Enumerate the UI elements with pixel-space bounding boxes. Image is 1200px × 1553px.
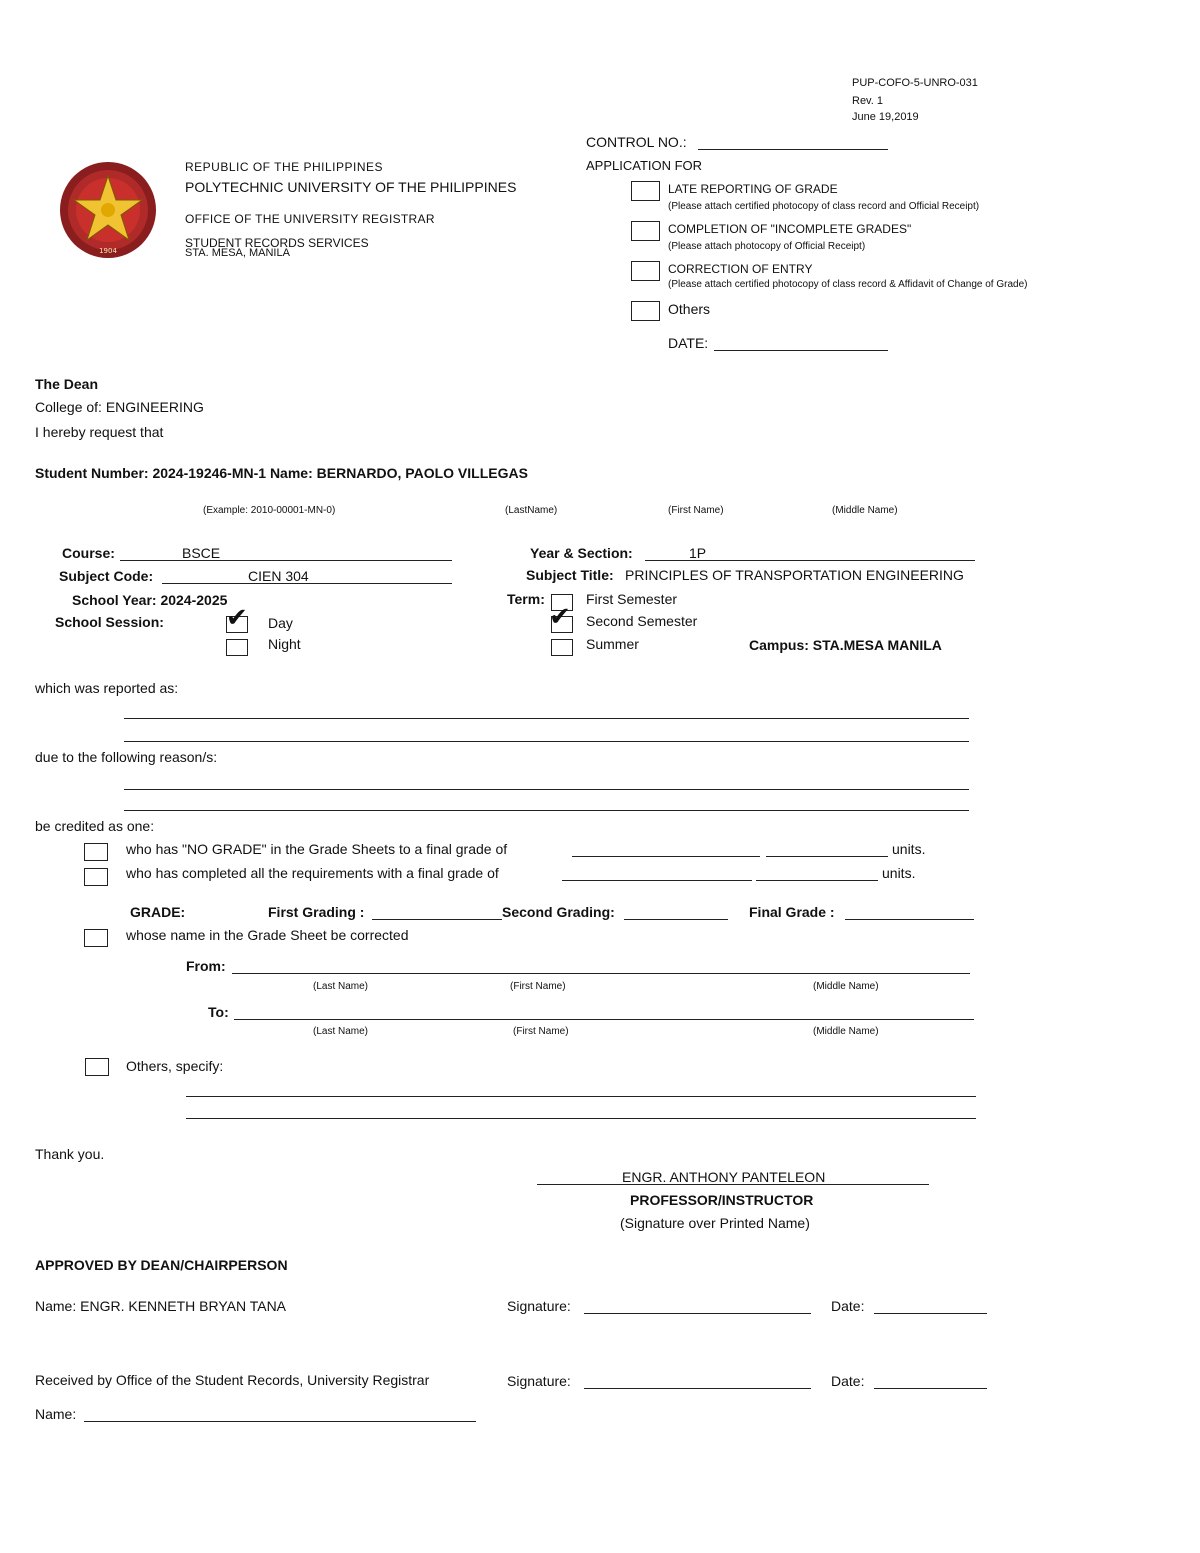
signature-note: (Signature over Printed Name) <box>620 1215 810 1231</box>
course-value: BSCE <box>182 545 221 561</box>
professor-name: ENGR. ANTHONY PANTELEON <box>622 1169 826 1185</box>
registrar-name-field[interactable] <box>84 1421 476 1422</box>
correction-entry-checkbox[interactable] <box>631 261 660 281</box>
student-number-example: (Example: 2010-00001-MN-0) <box>203 505 336 516</box>
professor-title: PROFESSOR/INSTRUCTOR <box>630 1192 814 1208</box>
completed-units-field[interactable] <box>756 880 878 881</box>
second-grading-field[interactable] <box>624 919 728 920</box>
form-revision: Rev. 1 <box>852 95 883 107</box>
completed-checkbox[interactable] <box>84 868 108 886</box>
subject-title-value: PRINCIPLES OF TRANSPORTATION ENGINEERING <box>625 567 964 583</box>
term-first-label: First Semester <box>586 591 678 607</box>
reported-as-line-1[interactable] <box>124 718 969 719</box>
reasons-line-2[interactable] <box>124 810 969 811</box>
completion-incomplete-checkbox[interactable] <box>631 221 660 241</box>
term-label: Term: <box>507 591 545 607</box>
from-last-name-caption: (Last Name) <box>313 981 369 992</box>
campus: Campus: STA.MESA MANILA <box>749 637 942 653</box>
reported-as-line-2[interactable] <box>124 741 969 742</box>
school-year: School Year: 2024-2025 <box>72 592 228 608</box>
session-day-checkmark: ✔ <box>226 602 248 632</box>
control-number-field[interactable] <box>698 149 888 150</box>
received-by-label: Received by Office of the Student Records, University Registrar <box>35 1372 430 1388</box>
name-corrected-label: whose name in the Grade Sheet be corrected <box>126 927 409 943</box>
form-code: PUP-COFO-5-UNRO-031 <box>852 77 978 89</box>
thank-you: Thank you. <box>35 1146 105 1162</box>
registrar-date-label: Date: <box>831 1373 865 1389</box>
others-specify-line-1[interactable] <box>186 1096 976 1097</box>
session-night-label: Night <box>268 636 301 652</box>
from-label: From: <box>186 958 226 974</box>
term-summer-label: Summer <box>586 636 639 652</box>
dean-signature-field[interactable] <box>584 1313 811 1314</box>
dean-date-field[interactable] <box>874 1313 987 1314</box>
middle-name-caption: (Middle Name) <box>832 505 898 516</box>
to-label: To: <box>208 1004 229 1020</box>
completed-label: who has completed all the requirements with a final grade of <box>126 865 499 881</box>
from-first-name-caption: (First Name) <box>510 981 566 992</box>
completion-incomplete-label: COMPLETION OF "INCOMPLETE GRADES" <box>668 222 912 236</box>
last-name-caption: (LastName) <box>505 505 558 516</box>
no-grade-final-grade-field[interactable] <box>572 856 760 857</box>
student-number-name: Student Number: 2024-19246-MN-1 Name: BERNARDO, PAOLO VILLEGAS <box>35 465 528 481</box>
no-grade-checkbox[interactable] <box>84 843 108 861</box>
completion-incomplete-note: (Please attach photocopy of Official Receipt) <box>668 241 866 252</box>
to-middle-name-caption: (Middle Name) <box>813 1026 879 1037</box>
others-application-label: Others <box>668 301 711 317</box>
correction-entry-note: (Please attach certified photocopy of class record & Affidavit of Change of Grade) <box>668 279 1028 290</box>
registrar-signature-label: Signature: <box>507 1373 571 1389</box>
term-second-checkmark: ✔ <box>549 601 571 631</box>
session-day-label: Day <box>268 615 293 631</box>
completed-final-grade-field[interactable] <box>562 880 752 881</box>
reported-as-label: which was reported as: <box>35 680 179 696</box>
from-middle-name-caption: (Middle Name) <box>813 981 879 992</box>
first-grading-label: First Grading : <box>268 904 365 920</box>
to-first-name-caption: (First Name) <box>513 1026 569 1037</box>
final-grade-label: Final Grade : <box>749 904 835 920</box>
subject-title-label: Subject Title: <box>526 567 614 583</box>
name-corrected-checkbox[interactable] <box>84 929 108 947</box>
year-section-label: Year & Section: <box>530 545 633 561</box>
form-date: June 19,2019 <box>852 111 919 123</box>
application-for-label: APPLICATION FOR <box>586 158 703 173</box>
office-label: OFFICE OF THE UNIVERSITY REGISTRAR <box>185 212 435 226</box>
grade-label: GRADE: <box>130 904 186 920</box>
late-reporting-note: (Please attach certified photocopy of class record and Official Receipt) <box>668 201 980 212</box>
course-label: Course: <box>62 545 115 561</box>
final-grade-field[interactable] <box>845 919 974 920</box>
term-second-label: Second Semester <box>586 613 698 629</box>
request-text: I hereby request that <box>35 424 164 440</box>
application-date-field[interactable] <box>714 350 888 351</box>
location-label: STA. MESA, MANILA <box>185 247 290 259</box>
subject-code-label: Subject Code: <box>59 568 154 584</box>
reasons-line-1[interactable] <box>124 789 969 790</box>
addressee-college: College of: ENGINEERING <box>35 399 204 415</box>
correction-entry-label: CORRECTION OF ENTRY <box>668 262 813 276</box>
service-label: STUDENT RECORDS SERVICES <box>185 236 369 250</box>
addressee-dean: The Dean <box>35 376 99 392</box>
application-date-label: DATE: <box>668 335 709 351</box>
to-last-name-caption: (Last Name) <box>313 1026 369 1037</box>
school-session-label: School Session: <box>55 614 164 630</box>
no-grade-units-label: units. <box>892 841 926 857</box>
others-specify-label: Others, specify: <box>126 1058 224 1074</box>
term-summer-checkbox[interactable] <box>551 639 573 656</box>
registrar-date-field[interactable] <box>874 1388 987 1389</box>
credited-label: be credited as one: <box>35 818 155 834</box>
registrar-signature-field[interactable] <box>584 1388 811 1389</box>
no-grade-units-field[interactable] <box>766 856 888 857</box>
control-label: CONTROL NO.: <box>586 134 687 150</box>
from-name-field[interactable] <box>232 973 970 974</box>
pup-seal-logo <box>56 160 160 260</box>
second-grading-label: Second Grading: <box>502 904 615 920</box>
university-name: POLYTECHNIC UNIVERSITY OF THE PHILIPPINES <box>185 179 517 195</box>
no-grade-label: who has "NO GRADE" in the Grade Sheets to a final grade of <box>126 841 508 857</box>
to-name-field[interactable] <box>234 1019 974 1020</box>
dean-date-label: Date: <box>831 1298 865 1314</box>
first-name-caption: (First Name) <box>668 505 724 516</box>
approval-heading: APPROVED BY DEAN/CHAIRPERSON <box>35 1257 288 1273</box>
others-specify-line-2[interactable] <box>186 1118 976 1119</box>
svg-text:1904: 1904 <box>99 247 117 255</box>
others-specify-checkbox[interactable] <box>85 1058 109 1076</box>
registrar-name-label: Name: <box>35 1406 77 1422</box>
reasons-label: due to the following reason/s: <box>35 749 218 765</box>
first-grading-field[interactable] <box>372 919 502 920</box>
dean-name: Name: ENGR. KENNETH BRYAN TANA <box>35 1298 287 1314</box>
course-field[interactable] <box>120 560 452 561</box>
completed-units-label: units. <box>882 865 916 881</box>
late-reporting-label: LATE REPORTING OF GRADE <box>668 182 838 196</box>
others-application-checkbox[interactable] <box>631 301 660 321</box>
late-reporting-checkbox[interactable] <box>631 181 660 201</box>
republic-label: REPUBLIC OF THE PHILIPPINES <box>185 160 383 174</box>
dean-signature-label: Signature: <box>507 1298 571 1314</box>
subject-code-value: CIEN 304 <box>248 568 309 584</box>
year-section-value: 1P <box>689 545 707 561</box>
session-night-checkbox[interactable] <box>226 639 248 656</box>
